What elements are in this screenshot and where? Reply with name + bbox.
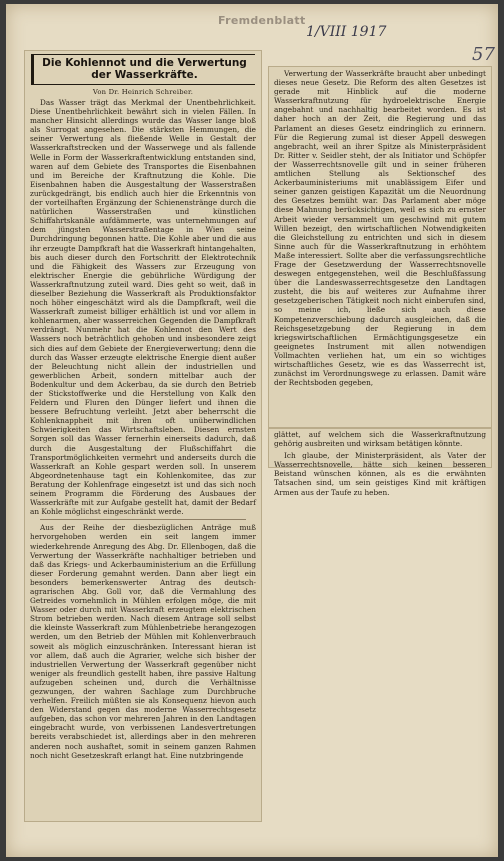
article-byline: Von Dr. Heinrich Schreiber. [92, 88, 194, 96]
article-title: Die Kohlennot und die Verwertung der Wasserkräfte. [42, 57, 247, 81]
article-title-block [31, 54, 255, 85]
article-right-tail [268, 428, 492, 497]
article-left-column [24, 50, 262, 822]
right-tail-text [269, 429, 491, 497]
left-column-text [25, 98, 261, 760]
right-paragraph-3: Ich glaube, der Ministerpräsident, als Vater der Wasserrechtsnovelle, hätte sich keinen besseren Beistand wünschen können, als es die erwähnten Tatsachen sind, um sein geistiges Kind mit kräftigen Armen aus der Taufe zu heben. [274, 451, 486, 497]
article-right-column [268, 66, 492, 428]
left-paragraph-2: Aus der Reihe der diesbezüglichen Anträge muß hervorgehoben werden ein seit langem immer wiederkehrende Anregung des Abg. Dr. Ellenbogen, daß die Verwertung der Wasserkräfte nachhaltiger betrieben und daß das Kriegs- und Ackerbauministerium an die Erfüllung dieser Forderung gemahnt werden. Dann aber liegt ein besonders bemerkenswerter Antrag des deutsch-agrarischen Abg. Goll vor, daß die Vermahlung des Getreides vornehmlich in Mühlen erfolgen möge, die mit Wasser oder durch mit Wasserkraft erzeugtem elektrischen Strom betrieben werden. Nach diesem Antrage soll selbst die kleinste Wasserkraft zum Mühlenbetriebe herangezogen werden, um den Betrieb der Mühlen mit Kohlenverbrauch soweit als möglich einzuschränken. Interessant hieran ist vor allem, daß auch die Agrarier, welche sich bisher der industriellen Verwertung der Wasserkraft gegenüber nicht weniger als freundlich gestellt haben, ihre passive Haltung aufzugeben scheinen und, durch die Verhältnisse gezwungen, der wahren Sachlage zum Durchbruche verhelfen. Freilich müßten sie als Konsequenz hievon auch den Widerstand gegen das moderne Wasserrechtsgesetz aufgeben, das schon vor mehreren Jahren in den Landtagen eingebracht wurde, von verbissenen Landesvertretungen bereits verabschiedet ist, allerdings aber in den mehreren anderen noch aushaftet, somit in seinem ganzen Rahmen noch nicht Gesetzeskraft erlangt hat. Eine nutzbringende [30, 523, 256, 760]
handwritten-page-number: 57 [472, 44, 495, 65]
left-paragraph-1: Das Wasser trägt das Merkmal der Unentbehrlichkeit. Diese Unentbehrlichkeit bewährt sich in vielen Fällen. In mancher Hinsicht allerdings wurde das Wasser lange bloß als Surrogat angesehen. Die stärksten Hemmungen, die seiner Verwertung als fließende Welle in Gestalt der Wasserkraftstrecken und der Wasserwege und als fallende Welle in Form der Wasserkraftentwicklung entstanden sind, waren auf dem Gebiete des Transportes die Eisenbahnen und im Bereiche der Kraftnutzung die Kohle. Die Eisenbahnen haben die Ausgestaltung der Wasserstraßen zurückgedrängt, bis endlich auch hier die Erkenntnis von der vorteilhaften Ergänzung der Schienenstränge durch die natürlichen Wasserstraßen und künstlichen Schiffahrtskanäle aufdämmerte, was unternehmungen auf dem jüngsten Wasserstraßentage in Wien seine Durchdringung begonnen hatte. Die Kohle aber und die aus ihr erzeugte Dampfkraft hat die Wasserkraft hintangehalten, bis auch dieser durch den Fortschritt der Elektrotechnik und die Fähigkeit des Wassers zur Erzeugung von elektrischer Energie die gebührliche Würdigung der Wasserkraftnutzung zuteil ward. Dies geht so weit, daß in dieselber Beziehung die Wasserkraft als Produktionsfaktor noch höher eingeschätzt wird als die Dampfkraft, weil die Wasserkraft zumeist billiger erhältlich ist und vor allem in kohlenarmen, aber wasserreichen Gegenden die Dampfkraft verdrängt. Nunmehr hat die Kohlennot den Wert des Wassers noch beträchtlich gehoben und insbesondere zeigt sich dies auf dem Gebiete der Energieverwertung; denn die durch das Wasser erzeugte elektrische Energie dient außer der Beleuchtung nicht allein der industriellen und gewerblichen Arbeit, sondern mittelbar auch der Bodenkultur und dem Ackerbau, da sie durch den Betrieb der Stickstoffwerke und die Herstellung von Kalk den Feldern und Fluren den Dünger liefert und ihnen die bessere Befruchtung verleiht. Jetzt aber beherrscht die Kohlenknappheit mit ihren oft unüberwindlichen Schwierigkeiten das Wirtschaftsleben. Diesen ernsten Sorgen soll das Wasser fernerhin einerseits dadurch, daß durch die Ausgestaltung der Flußschiffahrt die Transportmöglichkeiten vermehrt und anderseits durch die Wasserkraft an Kohle gespart werden soll. In unserem Abgeordnetenhause tagt ein Kohlenkomitee, das zur Beratung der Kohlenfrage eingesetzt ist und das sich noch seinem Programm die Förderung des Ausbaues der Wasserkräfte mit zur Aufgabe gestellt hat, damit der Bedarf an Kohle möglichst eingeschränkt werde. [30, 98, 256, 517]
right-paragraph-1: Verwertung der Wasserkräfte braucht aber unbedingt dieses neue Gesetz. Die Reform des alten Gesetzes ist gerade mit Hinblick auf die moderne Wasserkraftnutzung für hydroelektrische Energie angebahnt und nachhaltig bearbeitet worden. Es ist daher hoch an der Zeit, die Regierung und das Parlament an dieses Gesetz eindringlich zu erinnern. Für die Regierung zumal ist dieser Appell deswegen angebracht, weil an ihrer Spitze als Ministerpräsident Dr. Ritter v. Seidler steht, der als Initiator und Schöpfer der Wasserrechtsnovelle gilt und in seiner früheren amtlichen Stellung als Sektionschef des Ackerbauministeriums mit unablässigem Eifer und seiner ganzen geistigen Kapazität um die Neuordnung des Gesetzes bemüht war. Das Parlament aber möge diese Mahnung berücksichtigen, weil es sich zu ernster Arbeit wieder versammelt um geschwind mit gutem Willen bezeigt, den wirtschaftlichen Notwendigkeiten die Gleichstellung zu entrichten und sich in diesem Sinne auch für die Wasserkraftnutzung in erhöhtem Maße interessiert. Sollte aber die verfassungsrechtliche Frage der Gesetzwerdung der Wasserrechtsnovelle deswegen entgegenstehen, weil die Beschlußfassung über die Landeswasserrechtsgesetze den Landtagen zusteht, die bis auf weiteres zur Aufnahme ihrer gesetzgeberischen Tätigkeit noch nicht einberufen sind, so meine ich, ließe sich auch diese Kompetenzverschiebung dadurch ausgleichen, daß die Reichsgesetzgebung der Regierung in dem kriegswirtschaftlichen Ermächtigungsgesetze ein geeignetes Instrument mit allen notwendigen Vollmachten verliehen hat, um ein so wichtiges wirtschaftliches Gesetz, wie es das Wasserrecht ist, zunächst im Verordnungswege zu erlassen. Damit wäre der Rechtsboden gegeben, [274, 69, 486, 388]
paragraph-divider [40, 519, 246, 520]
handwritten-date: 1/VIII 1917 [306, 24, 387, 40]
right-column-text [269, 67, 491, 387]
right-paragraph-2: glättet, auf welchem sich die Wasserkraftnutzung gehörig ausbreiten und wirksam betätigen könnte. [274, 430, 486, 449]
newspaper-stamp: Fremdenblatt [218, 14, 306, 27]
